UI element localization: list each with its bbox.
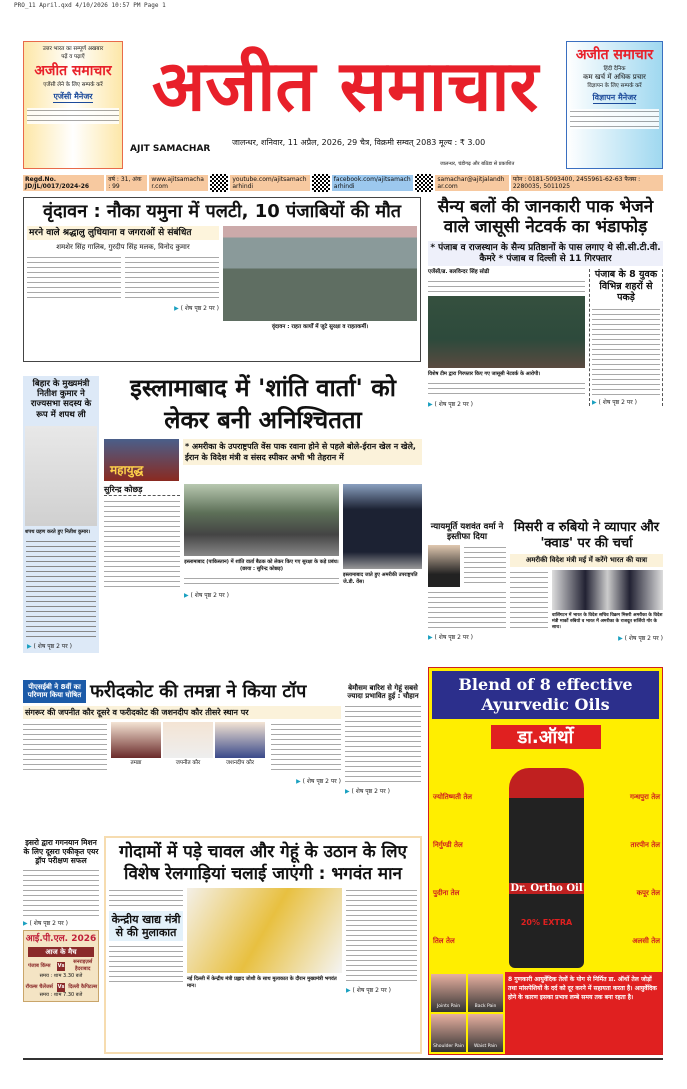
subhead-bullets: * पंजाब व राजस्थान के सैन्य प्रतिष्ठानों के पास लगाए थे सी.सी.टी.वी. कैमरे * पंजाब व दिल्ली से 11 गिरफ्तार bbox=[428, 241, 663, 267]
body-text bbox=[428, 381, 585, 397]
body-text bbox=[592, 307, 660, 395]
photo-caption: वृंदावन : राहत कार्यों में जुटे सुरक्षा व राहतकर्मी। bbox=[271, 323, 369, 330]
ad-line: विज्ञापन के लिए सम्पर्क करें bbox=[587, 83, 642, 89]
body-text bbox=[27, 255, 121, 301]
story-vrindavan bbox=[23, 197, 421, 362]
ad-manager: विज्ञापन मैनेजर bbox=[592, 93, 637, 102]
logo-text: महायुद्ध bbox=[110, 463, 144, 477]
oil-item: तारपीन तेल bbox=[630, 841, 660, 849]
edition-note: जालन्धर, चंडीगढ़ और बठिंडा से प्रकाशित bbox=[440, 161, 515, 167]
ad-line: कम खर्च में अधिक प्रचार bbox=[583, 73, 646, 81]
security-photo bbox=[184, 484, 339, 556]
ad-line: हिंदी दैनिक bbox=[603, 66, 626, 72]
body-text bbox=[464, 545, 506, 587]
vance-photo bbox=[343, 484, 422, 569]
pain-label: Waist Pain bbox=[468, 1014, 503, 1052]
topper-name: जशनदीप कौर bbox=[226, 760, 254, 767]
ipl-title: आई.पी.एल. 2026 bbox=[25, 934, 97, 944]
photo-caption: नई दिल्ली में केन्द्रीय मंत्री प्रह्लाद जोशी के साथ मुलाकात के दौरान मुख्यमंत्री भगवंत मान। bbox=[187, 976, 337, 989]
body-text bbox=[26, 539, 96, 639]
headline: मिसरी व रुबियो ने व्यापार और 'क्वाड' पर की चर्चा bbox=[513, 520, 660, 551]
oil-item: पुदीना तेल bbox=[433, 889, 460, 897]
subhead: संगरूर की जपनीत कौर दूसरे व फरीदकोट की जशनदीप कौर तीसरे स्थान पर bbox=[23, 706, 341, 720]
pain-label: Shoulder Pain bbox=[431, 1014, 466, 1052]
topper-photo bbox=[163, 722, 213, 758]
registration-number: Regd.No. JD/JL/0017/2024-26 bbox=[23, 175, 104, 191]
continued-marker[interactable]: ▶ ( शेष पृष्ठ 2 पर ) bbox=[346, 986, 417, 994]
ad-brand: अजीत समाचार bbox=[575, 47, 654, 63]
subhead: * अमरीका के उपराष्ट्रपति वेंस पाक रवाना होने से पहले बोले-ईरान खेल न खेले, ईरान के विदेश मंत्री व संसद स्पीकर अभी भी तेहरान में bbox=[183, 439, 422, 465]
boat-rescue-photo bbox=[223, 226, 417, 321]
oil-item: कपूर तेल bbox=[636, 889, 660, 897]
ad-footer: 8 गुणकारी आयुर्वेदिक तेलों के योग से निर्मित डा. ऑर्थो तेल जोड़ों तथा मांसपेशियों के दर्द को दूर करने में सहायता करता है। आयुर्वेदिक होने के कारण इसका प्रभाव लम्बे समय तक बना रहता है। bbox=[505, 972, 662, 1054]
body-text bbox=[23, 722, 107, 774]
body-text bbox=[104, 499, 180, 589]
team: दिल्ली कैपिटल्स bbox=[68, 984, 98, 990]
page-rule bbox=[23, 1058, 663, 1060]
dateline: जालन्धर, शनिवार, 11 अप्रैल, 2026, 29 चैत्र, विक्रमी सम्वत् 2083 मूल्य : ₹ 3.00 bbox=[232, 138, 486, 147]
topper-photo bbox=[111, 722, 161, 758]
oil-item: अलसी तेल bbox=[632, 937, 660, 945]
photo-caption: इस्लामाबाद (पाकिस्तान) में शांति वार्ता बैठक को लेकर किए गए सुरक्षा के कड़े प्रबंध। (छाया : सुरिन्द्र कोछड़) bbox=[184, 559, 339, 572]
product-name: Dr. Ortho Oil bbox=[510, 883, 583, 894]
body-text bbox=[428, 590, 506, 630]
dr-ortho-ad bbox=[428, 667, 663, 1055]
qr-code-icon bbox=[312, 174, 330, 192]
meeting-photo bbox=[552, 570, 663, 610]
issue-number: वर्ष : 31, अंक : 99 bbox=[106, 175, 147, 191]
ad-contact bbox=[27, 108, 119, 124]
headline: इस्लामाबाद में 'शांति वार्ता' को लेकर बनी अनिश्चितता bbox=[130, 374, 396, 434]
story-bhagwant-mann bbox=[104, 836, 422, 1054]
body-text bbox=[109, 888, 183, 908]
ipl-box bbox=[23, 930, 99, 1002]
ad-manager: एजेंसी मैनेजर bbox=[53, 92, 93, 101]
oil-item: निर्गुण्डी तेल bbox=[433, 841, 463, 849]
body-text bbox=[510, 570, 548, 630]
body-text bbox=[271, 722, 341, 774]
body-text bbox=[125, 255, 219, 301]
story-justice-varma bbox=[428, 522, 506, 641]
continued-marker[interactable]: ▶ ( शेष पृष्ठ 2 पर ) bbox=[27, 642, 99, 650]
story-misri-rubio bbox=[510, 520, 663, 642]
continued-marker[interactable]: ▶ ( शेष पृष्ठ 2 पर ) bbox=[174, 304, 219, 312]
team: रॉयल्स चैलेंजर्स bbox=[25, 984, 53, 990]
toppers-photos bbox=[111, 722, 267, 766]
story-rain-wheat bbox=[345, 684, 421, 795]
body-text bbox=[428, 279, 585, 293]
youtube-link[interactable]: youtube.com/ajitsamacharhindi bbox=[230, 175, 309, 191]
story-pseb-result bbox=[23, 680, 341, 785]
match-time: समय : शाम 7.30 बजे bbox=[39, 992, 83, 998]
continued-marker[interactable]: ▶ ( शेष पृष्ठ 2 पर ) bbox=[428, 400, 585, 408]
vs: Vs bbox=[57, 984, 65, 990]
headline: सैन्य बलों की जानकारी पाक भेजने वाले जासूसी नेटवर्क का भंडाफोड़ bbox=[437, 197, 654, 238]
body-text bbox=[184, 576, 339, 588]
oil-item: गन्धपुरा तेल bbox=[629, 793, 660, 801]
byline: शमशेर सिंह गालिब, गुरदीप सिंह मलक, विनोद कुमार bbox=[56, 243, 190, 252]
email-link[interactable]: samachar@ajitjalandhar.com bbox=[435, 175, 508, 191]
byline: सुरिन्द्र कोछड़ bbox=[104, 484, 180, 496]
side-headline: पंजाब के 8 युवक विभिन्न शहरों से पकड़े bbox=[594, 269, 658, 304]
headline: इसरो द्वारा गगनयान मिशन के लिए दूसरा एकीकृत एयर ड्रॉप परीक्षण सफल bbox=[23, 838, 99, 865]
meeting-photo bbox=[187, 888, 342, 973]
photo-caption: इस्लामाबाद जाते हुए अमरीकी उपराष्ट्रपति जे.डी. वेंस। bbox=[343, 572, 418, 585]
continued-marker[interactable]: ▶ ( शेष पृष्ठ 2 पर ) bbox=[592, 398, 660, 406]
continued-marker[interactable]: ▶ ( शेष पृष्ठ 2 पर ) bbox=[345, 787, 421, 795]
headline: वृंदावन : नौका यमुना में पलटी, 10 पंजाबियों की मौत bbox=[42, 201, 402, 222]
topper-name: जपनीत कौर bbox=[175, 760, 201, 767]
body-text bbox=[23, 868, 99, 916]
match-time: समय : शाम 3.30 बजे bbox=[39, 973, 83, 979]
headline: न्यायमूर्ति यशवंत वर्मा ने इस्तीफा दिया bbox=[430, 522, 504, 543]
result-tag: पीएसईबी ने 8वीं का परिणाम किया घोषित bbox=[23, 680, 86, 703]
story-spy-network bbox=[428, 197, 663, 408]
info-bar bbox=[23, 172, 663, 193]
judge-photo bbox=[428, 545, 460, 587]
oil-bottle bbox=[509, 768, 584, 968]
story-isro bbox=[23, 838, 99, 1002]
offer-badge: 20% EXTRA bbox=[520, 918, 573, 927]
continued-marker[interactable]: ▶ ( शेष पृष्ठ 2 पर ) bbox=[23, 919, 99, 927]
continued-marker[interactable]: ▶ ( शेष पृष्ठ 2 पर ) bbox=[184, 591, 339, 599]
qr-code-icon bbox=[210, 174, 228, 192]
continued-marker[interactable]: ▶ ( शेष पृष्ठ 2 पर ) bbox=[296, 777, 341, 785]
qr-code-icon bbox=[415, 174, 433, 192]
photo-caption: वाशिंगटन में भारत के विदेश सचिव विक्रम मिसरी अमरीका के विदेश मंत्री मार्को रुबियो व भारत में अमरीका के राजदूत सर्जियो गोर के साथ। bbox=[552, 612, 663, 630]
story-islamabad bbox=[104, 372, 422, 599]
mahayudh-logo bbox=[104, 439, 179, 481]
ipl-subtitle: आज के मैच bbox=[28, 947, 94, 957]
story-bihar bbox=[23, 376, 99, 653]
photo-caption: शपथ ग्रहण करते हुए नितीश कुमार। bbox=[25, 528, 91, 535]
subhead: मरने वाले श्रद्धालु लुधियाना व जगराओं से संबंधित bbox=[27, 226, 219, 241]
body-text bbox=[345, 704, 421, 784]
vs: Vs bbox=[57, 962, 65, 969]
team: पंजाब किंग्स bbox=[28, 962, 51, 969]
continued-marker[interactable]: ▶ ( शेष पृष्ठ 2 पर ) bbox=[428, 633, 506, 641]
phone-numbers: फोन : 0181-5093400, 2455961-62-63 फैक्स : 2280035, 5011025 bbox=[511, 175, 663, 191]
facebook-link[interactable]: facebook.com/ajitsamacharhindi bbox=[332, 175, 414, 191]
pain-label: Back Pain bbox=[468, 974, 503, 1012]
website-link[interactable]: www.ajitsamachar.com bbox=[149, 175, 208, 191]
headline: बेमौसम बारिश से गेहूं सबसे ज्यादा प्रभावित हुई : चौहान bbox=[347, 684, 419, 701]
ad-line: एजेंसी लेने के लिए सम्पर्क करें bbox=[43, 82, 103, 88]
ad-brand: डा.ऑर्थो bbox=[491, 725, 601, 749]
continued-marker[interactable]: ▶ ( शेष पृष्ठ 2 पर ) bbox=[618, 634, 663, 642]
pain-label: Joints Pain bbox=[431, 974, 466, 1012]
print-slug: PRO_11 April.qxd 4/10/2026 10:57 PM Page 1 bbox=[14, 2, 166, 9]
team: सनराइज़र्स हैदराबाद bbox=[73, 959, 93, 972]
nitish-kumar-photo bbox=[25, 426, 97, 526]
masthead-english: AJIT SAMACHAR bbox=[130, 144, 211, 154]
body-text bbox=[346, 888, 417, 983]
ad-line: उत्तर भारत का सम्पूर्ण अखबार bbox=[42, 46, 104, 52]
byline: एजेंसी/ब्र. बलविन्दर सिंह सोढी bbox=[428, 269, 490, 276]
advertising-ad bbox=[566, 41, 663, 169]
masthead-title: अजीत समाचार bbox=[151, 44, 539, 127]
topper-name: तमन्ना bbox=[130, 760, 142, 767]
topper-photo bbox=[215, 722, 265, 758]
body-text bbox=[109, 944, 183, 984]
arrested-accused-photo bbox=[428, 296, 585, 368]
subhead: अमरीकी विदेश मंत्री मई में करेंगे भारत की यात्रा bbox=[510, 554, 663, 566]
ad-headline: Blend of 8 effective Ayurvedic Oils bbox=[429, 668, 662, 722]
oil-item: ज्योतिष्मती तेल bbox=[433, 793, 473, 801]
side-headline: केन्द्रीय खाद्य मंत्री से की मुलाकात bbox=[109, 911, 183, 941]
photo-caption: विशेष टीम द्वारा गिरफ्तार किए गए जासूसी नेटवर्क के आरोपी। bbox=[428, 371, 541, 378]
ad-contact bbox=[570, 109, 659, 129]
side-story bbox=[589, 269, 663, 405]
ad-brand: अजीत समाचार bbox=[34, 63, 112, 79]
headline: गोदामों में पड़े चावल और गेहूं के उठान के लिए विशेष रेलगाड़ियां चलाई जाएंगी : भगवंत मान bbox=[119, 842, 407, 884]
agency-ad bbox=[23, 41, 123, 169]
headline: बिहार के मुख्यमंत्री नितीश कुमार ने राज्यसभा सदस्य के रूप में शपथ ली bbox=[30, 379, 92, 420]
oil-item: तिल तेल bbox=[433, 937, 455, 945]
headline: फरीदकोट की तमन्ना ने किया टॉप bbox=[90, 680, 307, 702]
ad-line: पढ़ें व पढ़ाएँ bbox=[61, 54, 85, 60]
